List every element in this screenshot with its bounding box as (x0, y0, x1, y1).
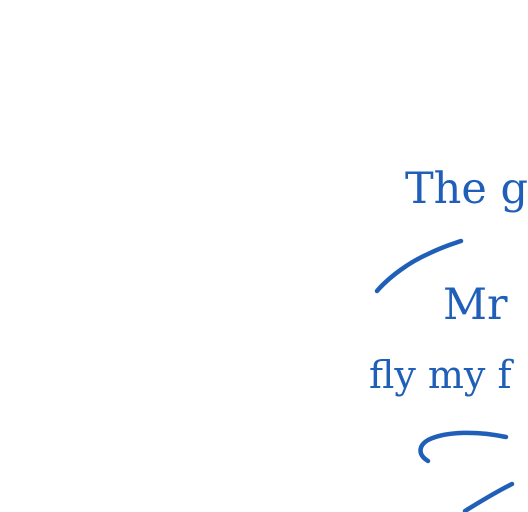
text-line-1: The g (405, 164, 528, 214)
text-line-3: fly my f (369, 353, 512, 397)
ink-stroke-lower-hook (421, 433, 507, 461)
ink-stroke-upper (377, 241, 461, 291)
text-line-2: Mr (443, 280, 508, 330)
ink-stroke-lower-diagonal (465, 484, 512, 511)
